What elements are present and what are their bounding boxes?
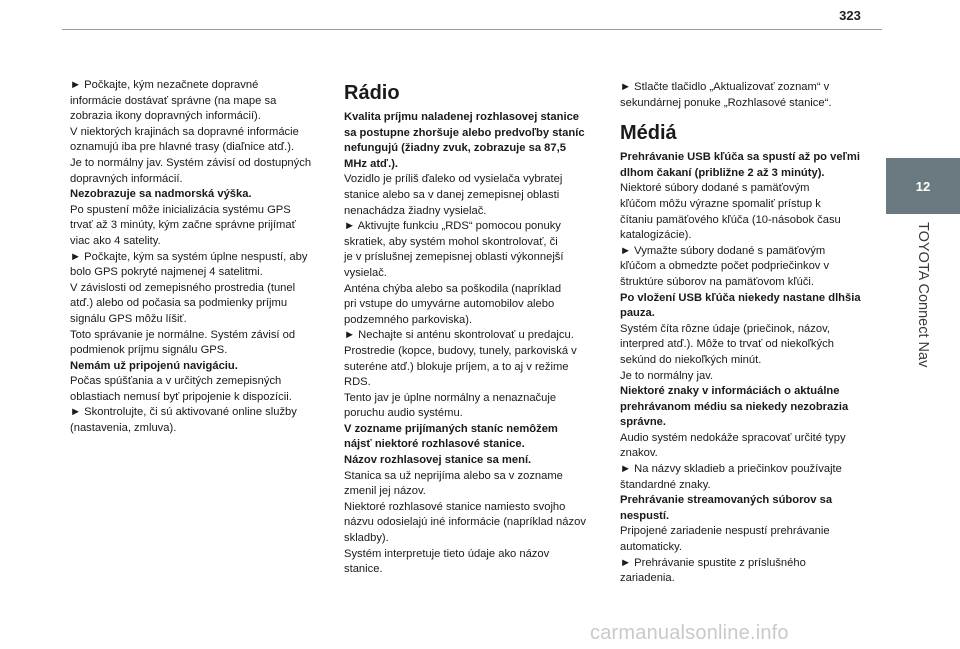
chapter-title: TOYOTA Connect Nav	[915, 222, 931, 368]
text-line: pri vstupe do umyvárne automobilov alebo	[344, 298, 555, 311]
text-line: Systém číta rôzne údaje (priečinok, názov,	[620, 322, 830, 335]
text-line: Prostredie (kopce, budovy, tunely, parkoviská v	[344, 344, 577, 357]
text-line: katalogizácie).	[620, 229, 692, 242]
text-line: ► Počkajte, kým nezačnete dopravné	[70, 79, 259, 91]
text-line: znakov.	[620, 447, 658, 460]
text-line: zobrazia ikony dopravných informácií).	[70, 110, 261, 123]
text-line: správne.	[620, 416, 667, 429]
text-line: stanice alebo sa v danej zemepisnej oblasti	[344, 188, 560, 201]
text-line: Niektoré súbory dodané s pamäťovým	[620, 182, 810, 195]
text-line: sekundárnej ponuke „Rozhlasové stanice“.	[620, 96, 832, 109]
text-line: podmienok príjmu signálu GPS.	[70, 344, 228, 357]
text-line: Niektoré znaky v informáciách o aktuálne	[620, 385, 840, 398]
text-line: Toto správanie je normálne. Systém závisí od	[70, 328, 296, 341]
text-line: atď.) alebo od počasia sa podmienky príjmu	[70, 297, 288, 310]
text-line: Niektoré rozhlasové stanice namiesto svojho	[344, 500, 566, 513]
text-line: sa postupne zhoršuje alebo predvoľby staníc	[344, 126, 585, 139]
text-line: Po vložení USB kľúča niekedy nastane dlhšia	[620, 291, 861, 304]
text-line: ► Skontrolujte, či sú aktivované online služby	[70, 406, 297, 419]
text-line: Nezobrazuje sa nadmorská výška.	[70, 188, 252, 201]
text-line: kľúčom a obmedzte počet podpriečinkov v	[620, 260, 830, 273]
chapter-tab	[886, 158, 960, 214]
section-heading-radio: Rádio	[344, 82, 400, 104]
page-number: 323	[839, 8, 861, 23]
text-line: Vozidlo je príliš ďaleko od vysielača vybratej	[344, 173, 563, 186]
text-line: Stanica sa už neprijíma alebo sa v zozname	[344, 469, 563, 482]
text-line: sekúnd do niekoľkých minút.	[620, 353, 762, 366]
text-line: štruktúre súborov na pamäťovom kľúči.	[620, 275, 815, 288]
text-line: Prehrávanie USB kľúča sa spustí až po veľmi	[620, 151, 860, 164]
text-line: ► Stlačte tlačidlo „Aktualizovať zoznam“ v	[620, 81, 830, 93]
text-line: signálu GPS môžu líšiť.	[70, 312, 187, 325]
text-line: Kvalita príjmu naladenej rozhlasovej stanice	[344, 111, 580, 123]
text-line: suteréne atď.) blokuje príjem, a to aj v režime	[344, 360, 569, 373]
text-line: podzemného parkoviska).	[344, 313, 473, 326]
text-line: Anténa chýba alebo sa poškodila (napríklad	[344, 282, 562, 295]
text-line: V zozname prijímaných staníc nemôžem	[344, 422, 558, 435]
text-line: nájsť niektoré rozhlasové stanice.	[344, 438, 525, 451]
text-line: nenachádza žiadny vysielač.	[344, 204, 487, 217]
text-line: automaticky.	[620, 541, 682, 554]
text-line: Je to normálny jav. Systém závisí od dostupných	[70, 156, 312, 169]
text-line: Nemám už pripojenú navigáciu.	[70, 359, 238, 372]
column-middle	[344, 80, 606, 578]
text-line: je v príslušnej zemepisnej oblasti výkonnejší	[344, 251, 564, 264]
text-line: zmenil jej názov.	[344, 485, 426, 498]
text-line: dopravných informácií.	[70, 172, 183, 185]
text-line: pauza.	[620, 307, 655, 320]
text-line: Audio systém nedokáže spracovať určité typy	[620, 431, 846, 444]
chapter-number: 12	[915, 178, 931, 194]
text-line: kľúčom môžu výrazne spomaliť prístup k	[620, 197, 821, 210]
text-line: ► Počkajte, kým sa systém úplne nespustí, aby	[70, 250, 308, 263]
text-line: stanice.	[344, 563, 383, 576]
text-line: bolo GPS pokryté najmenej 4 satelitmi.	[70, 266, 263, 279]
text-line: Prehrávanie streamovaných súborov sa	[620, 494, 833, 507]
text-line: vysielač.	[344, 266, 387, 279]
text-line: ► Prehrávanie spustite z príslušného	[620, 556, 806, 569]
text-line: oblastiach nemusí byť pripojenie k dispozícii.	[70, 390, 292, 403]
watermark: carmanualsonline.info	[590, 622, 789, 644]
text-line: čítaniu pamäťového kľúča (10-násobok času	[620, 213, 841, 226]
text-line: V niektorých krajinách sa dopravné informácie	[70, 125, 299, 138]
top-rule	[62, 29, 882, 30]
text-line: štandardné znaky.	[620, 478, 711, 491]
text-line: Počas spúšťania a v určitých zemepisných	[70, 375, 282, 388]
text-line: zariadenia.	[620, 572, 675, 585]
text-line: RDS.	[344, 376, 371, 389]
text-line: ► Na názvy skladieb a priečinkov používajte	[620, 463, 842, 476]
text-line: nespustí.	[620, 509, 670, 522]
text-line: názvu odosielajú iné informácie (napríklad názov	[344, 516, 586, 529]
text-line: (nastavenia, zmluva).	[70, 422, 177, 435]
text-line: poruchu audio systému.	[344, 407, 463, 420]
text-line: Systém interpretuje tieto údaje ako názov	[344, 547, 550, 560]
text-line: V závislosti od zemepisného prostredia (tunel	[70, 281, 296, 294]
text-line: Tento jav je úplne normálny a nenaznačuje	[344, 391, 557, 404]
radio-text	[344, 110, 606, 578]
text-line: Je to normálny jav.	[620, 369, 714, 382]
text-line: Po spustení môže inicializácia systému GPS	[70, 203, 291, 216]
text-line: dlhom čakaní (približne 2 až 3 minúty).	[620, 166, 825, 179]
column-left	[70, 78, 330, 437]
text-line: MHz atď.).	[344, 157, 399, 170]
media-text	[620, 150, 882, 587]
text-line: ► Aktivujte funkciu „RDS“ pomocou ponuky	[344, 220, 561, 233]
radio-text-continued	[620, 80, 882, 111]
section-heading-media: Médiá	[620, 122, 677, 145]
text-line: ► Vymažte súbory dodané s pamäťovým	[620, 244, 826, 257]
text-line: skratiek, aby systém mohol skontrolovať, či	[344, 235, 558, 248]
column-right	[620, 80, 882, 587]
text-line: Názov rozhlasovej stanice sa mení.	[344, 454, 532, 467]
text-line: oznamujú iba pre hlavné trasy (diaľnice atď.).	[70, 141, 295, 154]
text-line: Pripojené zariadenie nespustí prehrávanie	[620, 525, 830, 538]
text-line: informácie dostávať správne (na mape sa	[70, 94, 277, 107]
text-line: ► Nechajte si anténu skontrolovať u predajcu.	[344, 329, 574, 342]
text-line: prehrávanom médiu sa niekedy nezobrazia	[620, 400, 849, 413]
text-line: viac ako 4 satelity.	[70, 234, 161, 247]
text-line: skladby).	[344, 532, 389, 545]
text-line: interpred atď.). Môže to trvať od niekoľkých	[620, 338, 834, 351]
text-line: nefungujú (žiadny zvuk, zobrazuje sa 87,5	[344, 142, 566, 155]
text-line: trvať až 3 minúty, kým začne správne prijímať	[70, 219, 296, 232]
